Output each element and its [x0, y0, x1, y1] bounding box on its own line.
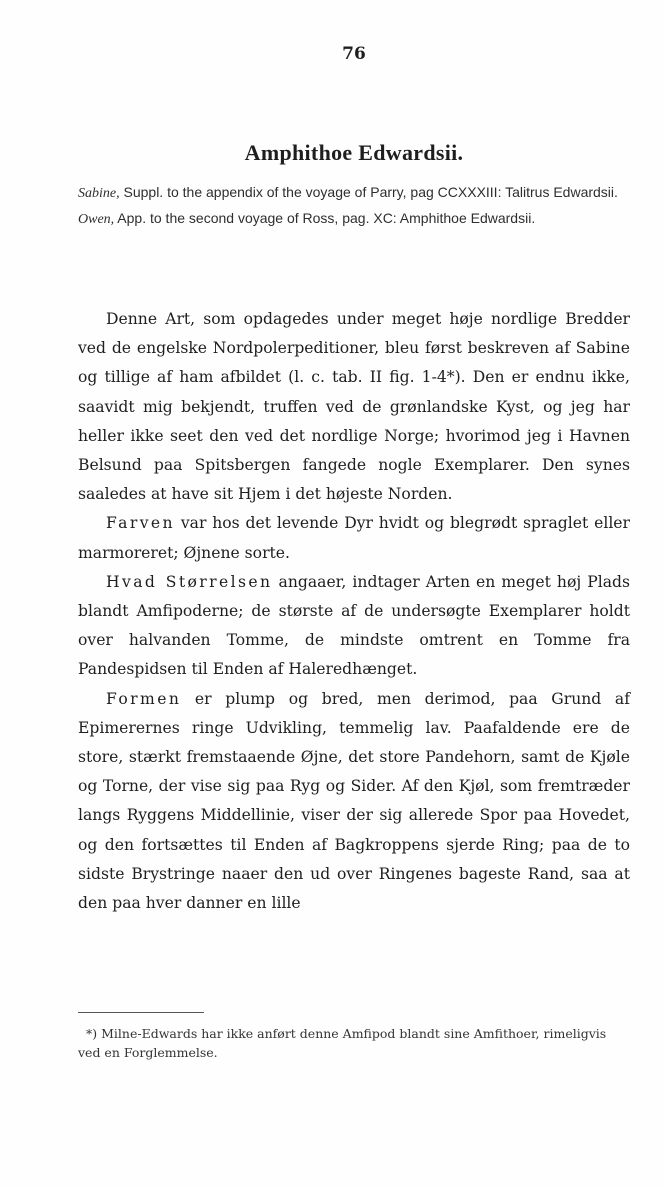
species-title: Amphithoe Edwardsii.: [244, 140, 464, 165]
synonymy-references: [78, 180, 630, 232]
reference-author: Sabine,: [78, 186, 120, 201]
section-heading-colour: Farven: [106, 514, 175, 533]
section-heading-form: Formen: [106, 689, 182, 708]
paragraph-form: [78, 685, 630, 919]
reference-text: App. to the second voyage of Ross, pag. XC: Amphithoe Edwardsii.: [117, 210, 536, 226]
paragraph-text: angaaer, indtager Arten en meget høj Plads blandt Amfipoderne; de største af de undersøgte Exemplarer holdt over halvanden Tomme, de mindste omtrent en Tomme fra Pandespidsen til Enden af Haleredhænget.: [78, 572, 630, 679]
section-heading-size: Hvad Størrelsen: [106, 572, 273, 591]
reference-text: Suppl. to the appendix of the voyage of Parry, pag CCXXXIII: Talitrus Edwardsii.: [123, 184, 618, 200]
page-number: 76: [342, 44, 366, 64]
paragraph-colour: [78, 509, 630, 567]
footnote-divider: [78, 1012, 204, 1013]
reference-sabine: [78, 180, 630, 206]
body-text: [78, 305, 630, 918]
reference-owen: [78, 206, 630, 232]
paragraph-text: var hos det levende Dyr hvidt og blegrødt spraglet eller marmoreret; Øjnene sorte.: [78, 514, 630, 562]
paragraph-occurrence: Denne Art, som opdagedes under meget høje nordlige Bredder ved de engelske Nordpolerpeditioner, bleu først beskreven af Sabine og tillige af ham afbildet (l. c. tab. II fig. 1-4*). Den er endnu ikke, saavidt mig bekjendt, truffen ved de grønlandske Kyst, og jeg har heller ikke seet den ved det nordlige Norge; hvorimod jeg i Havnen Belsund paa Spitsbergen fangede nogle Exemplarer. Den synes saaledes at have sit Hjem i det højeste Norden.: [78, 310, 630, 504]
reference-author: Owen,: [78, 212, 115, 227]
paragraph-text: er plump og bred, men derimod, paa Grund af Epimerernes ringe Udvikling, temmelig lav. Paafaldende ere de store, stærkt fremstaaende Øjne, det store Pandehorn, samt de Kjøle og Torne, der vise sig paa Ryg og Sider. Af den Kjøl, som fremtræder langs Ryggens Middellinie, viser der sig allerede Spor paa Hovedet, og den fortsættes til Enden af Bagkroppens sjerde Ring; paa de to sidste Brystringe naaer den ud over Ringenes bageste Rand, saa at den paa hver danner en lille: [78, 689, 630, 913]
paragraph-size: [78, 568, 630, 685]
footnote: [78, 1024, 630, 1062]
footnote-text: *) Milne-Edwards har ikke anført denne Amfipod blandt sine Amfithoer, rimeligvis ved en Forglemmelse.: [78, 1026, 607, 1060]
